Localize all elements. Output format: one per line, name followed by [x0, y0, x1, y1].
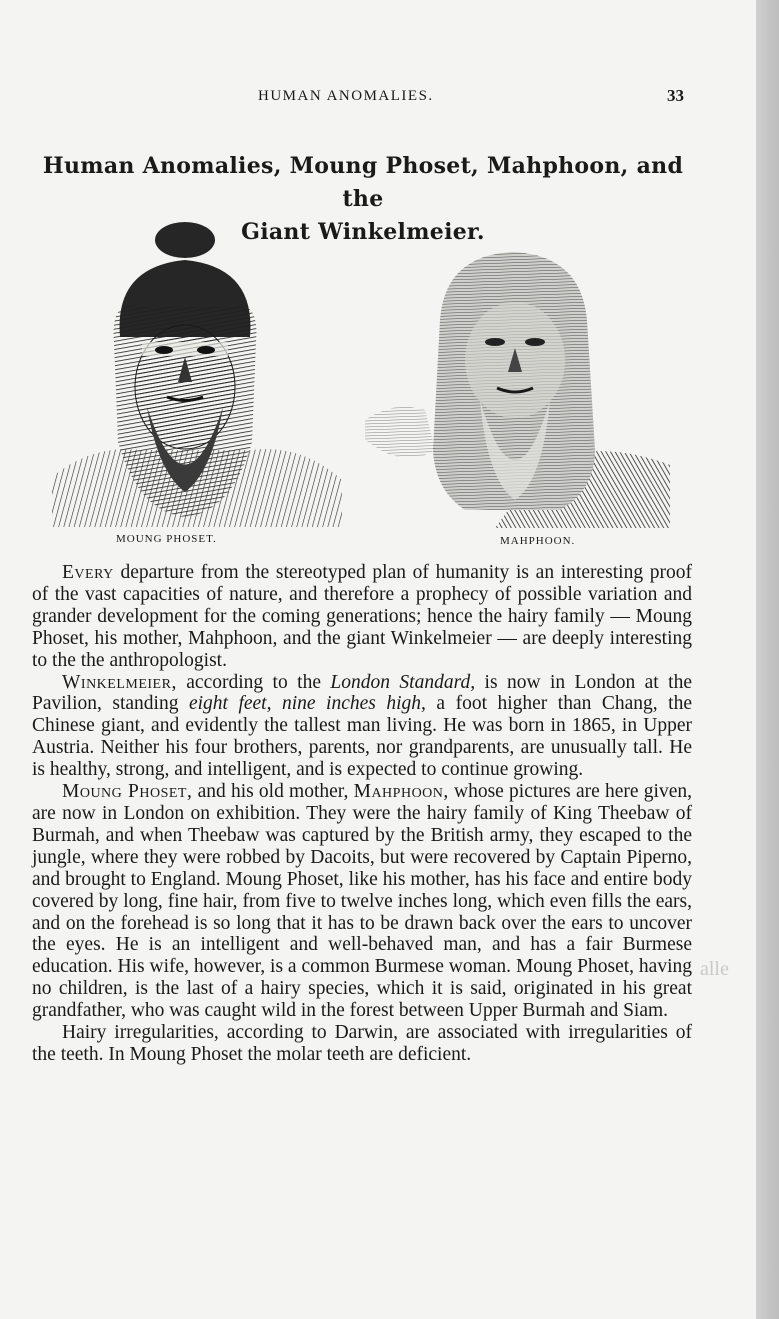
paragraph-2-emphasis-2: eight feet, nine inches high, [188, 693, 426, 715]
paragraph-2-text-1: according to the [176, 671, 331, 693]
engraving-mahphoon [355, 250, 670, 528]
paragraph-2 [32, 672, 692, 782]
paragraph-4: Hairy irregularities, according to Darwin, are associated with irregularities of the teeth. In Moung Phoset the molar teeth are deficient. [32, 1022, 692, 1065]
bleed-through-text: alle [700, 958, 729, 980]
paragraph-2-text-2: is now in London at the Pavilion, standing [32, 671, 692, 715]
paragraph-2-lead: Winkelmeier, [62, 671, 177, 693]
engraving-moung-phoset [52, 222, 342, 527]
paragraph-3-text-1: and his old mother, [192, 781, 354, 803]
article-body [32, 562, 692, 1066]
paragraph-1-lead: Every [62, 562, 114, 583]
paragraph-1 [32, 562, 692, 672]
paragraph-2-text-3: a foot higher than Chang, the Chinese giant, and evidently the tallest man living. He was born in 1865, in Upper Austria. Neither his four brothers, parents, nor grandparents, are unusually tall. He is healthy, strong, and intelligent, and is expected to continue growing. [32, 693, 692, 781]
paragraph-2-emphasis-1: London Standard, [330, 671, 476, 693]
running-head: HUMAN ANOMALIES. [258, 88, 434, 104]
caption-mahphoon: MAHPHOON. [500, 535, 576, 547]
title-line-1: Human Anomalies, Moung Phoset, Mahphoon, and the [42, 153, 684, 212]
page-number: 33 [667, 86, 684, 105]
paragraph-3-lead: Moung Phoset, [62, 781, 193, 803]
paragraph-1-text: departure from the stereotyped plan of humanity is an interesting proof of the vast capacities of nature, and therefore a prophecy of possible variation and grander development for the coming generations; hence the hairy family — Moung Phoset, his mother, Mahphoon, and the giant Winkelmeier — are deeply interesting to the the anthropologist. [32, 562, 692, 671]
page-edge [756, 0, 779, 1319]
portrait-moung-phoset [52, 222, 342, 527]
portrait-mahphoon [355, 250, 670, 528]
paragraph-3-name-2: Mahphoon, [353, 781, 449, 803]
title-line-2: Giant Winkelmeier. [241, 219, 485, 245]
paragraph-3-text-2: whose pictures are here given, are now in London on exhibition. They were the hairy family of King Theebaw of Burmah, and when Theebaw was captured by the British army, they escaped to the jungle, where they were robbed by Dacoits, but were recovered by Captain Piperno, and brought to England. Moung Phoset, like his mother, has his face and entire body covered by long, fine hair, from five to twelve inches long, which even fills the ears, and on the forehead is so long that it has to be drawn back over the ears to uncover the eyes. He is an intelligent and well-behaved man, and has a fair Burmese education. His wife, however, is a common Burmese woman. Moung Phoset, having no children, is the last of a hairy species, which it is said, originated in his great grandfather, who was caught wild in the forest between Upper Burmah and Siam. [32, 781, 692, 1022]
paragraph-3 [32, 781, 692, 1022]
caption-moung-phoset: MOUNG PHOSET. [116, 533, 217, 545]
